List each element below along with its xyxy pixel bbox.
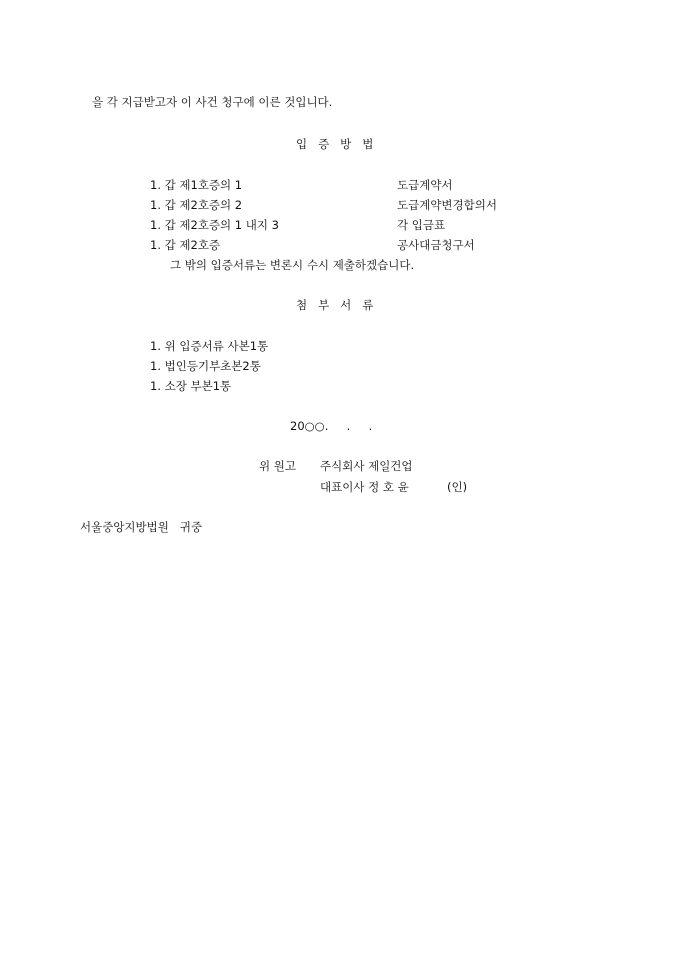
evidence-note: 그 밖의 입증서류는 변론시 수시 제출하겠습니다. xyxy=(170,258,415,272)
evidence-doc: 각 입금표 xyxy=(397,218,446,232)
intro-line: 을 각 지급받고자 이 사건 청구에 이른 것입니다. xyxy=(92,95,333,109)
evidence-doc: 도급계약서 xyxy=(397,178,453,192)
filing-date: 20○○. . . xyxy=(290,419,373,433)
evidence-item: 1. 갑 제2호증 xyxy=(150,238,221,252)
attachments-heading: 첨 부 서 류 xyxy=(296,298,374,312)
evidence-item: 1. 갑 제2호증의 2 xyxy=(150,198,243,212)
court-addressee: 서울중앙지방법원 귀중 xyxy=(80,520,203,534)
evidence-item: 1. 갑 제2호증의 1 내지 3 xyxy=(150,218,279,232)
evidence-doc: 도급계약변경합의서 xyxy=(397,198,497,212)
attachment-item: 1. 법인등기부초본2통 xyxy=(150,359,261,373)
evidence-item: 1. 갑 제1호증의 1 xyxy=(150,178,243,192)
evidence-row xyxy=(150,218,530,232)
evidence-doc: 공사대금청구서 xyxy=(397,238,475,252)
plaintiff-company: 주식회사 제일건업 xyxy=(320,459,413,473)
evidence-heading: 입 증 방 법 xyxy=(296,137,374,151)
evidence-row xyxy=(150,198,530,212)
evidence-row xyxy=(150,178,530,192)
attachment-item: 1. 위 입증서류 사본1통 xyxy=(150,339,269,353)
attachment-item: 1. 소장 부본1통 xyxy=(150,379,232,393)
evidence-row xyxy=(150,238,530,252)
seal-mark: (인) xyxy=(447,480,468,494)
plaintiff-role-label: 위 원고 xyxy=(259,459,296,473)
plaintiff-representative: 대표이사 정 호 윤 xyxy=(320,480,409,494)
